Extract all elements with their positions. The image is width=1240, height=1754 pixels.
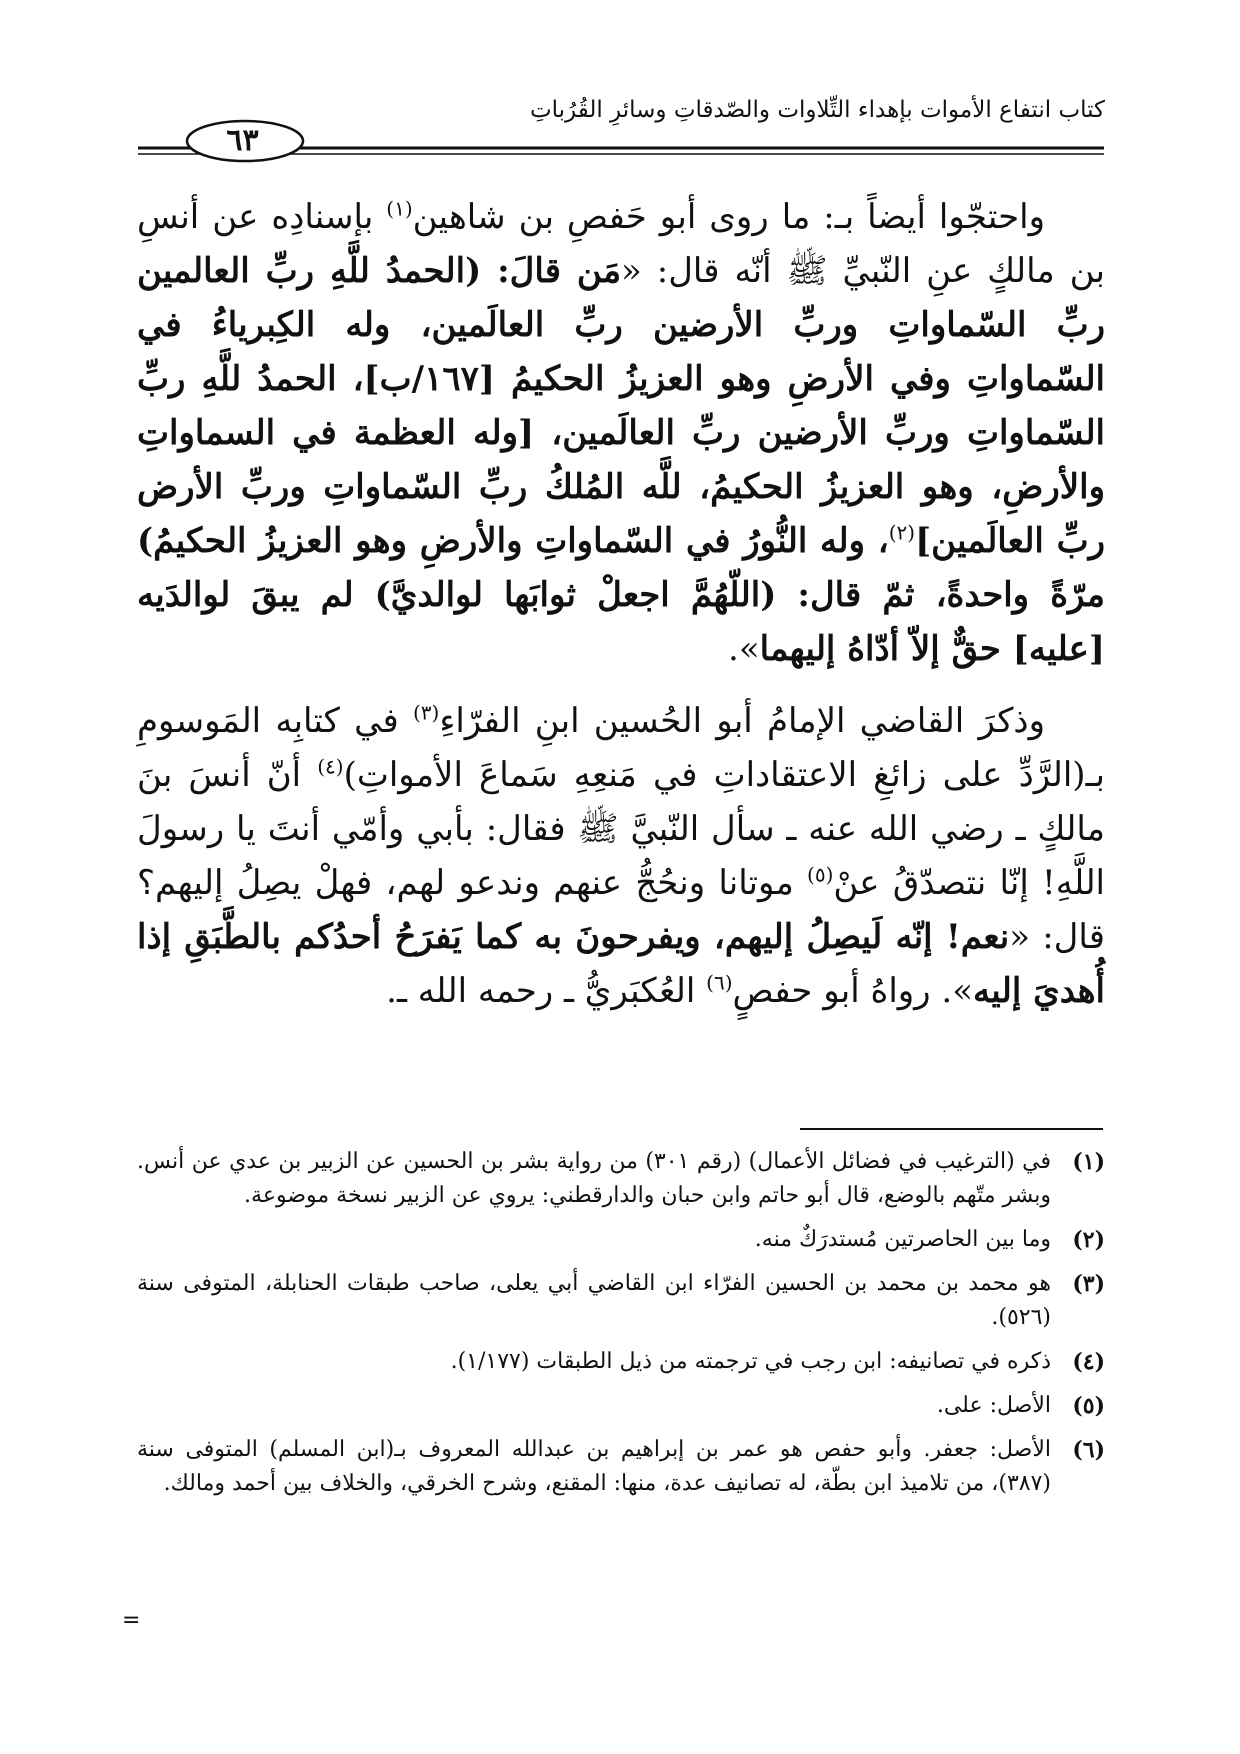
footnote-ref: (٣): [412, 700, 440, 725]
text-run: واحتجّوا أيضاً بـ: ما روى أبو حَفصِ بن شاهين: [412, 197, 1045, 237]
footnote-2: [137, 1223, 1105, 1257]
text-run: في كتابِه المَوسومِ بـ(الرَّدِّ على زائغِ الاعتقاداتِ في مَنعِهِ سَماعَ الأمواتِ): [137, 701, 1105, 795]
footnote-text: في (الترغيب في فضائل الأعمال) (رقم ٣٠١) من رواية بشر بن الحسين عن الزبير بن عدي عن أنس. وبشر متّهم بالوضع، قال أبو حاتم وابن حبان والدارقطني: يروي عن الزبير نسخة موضوعة.: [137, 1149, 1052, 1208]
running-title: كتاب انتفاع الأموات بإهداء التِّلاوات والصّدقاتِ وسائرِ القُرُباتِ: [529, 97, 1105, 123]
footnote-5: [137, 1389, 1105, 1423]
footnote-ref: (٢): [888, 520, 916, 545]
footnote-number: (١): [1072, 1149, 1105, 1175]
footnote-ref: (٦): [706, 970, 733, 995]
text-run: أنّ أنسَ بنَ مالكٍ ـ رضي الله عنه ـ سأل النّبيَّ ﷺ فقال: بأبي وأمّي أنتَ يا رسولَ اللَّهِ! إنّا نتصدّقُ عنْ: [137, 755, 1105, 903]
footnote-text: الأصل: جعفر. وأبو حفص هو عمر بن إبراهيم بن عبدالله المعروف بـ(ابن المسلم) المتوفى سنة (٣٨٧)، من تلاميذ ابن بطّة، له تصانيف عدة، منها: المقنع، وشرح الخرقي، والخلاف بين أحمد ومالك.: [137, 1437, 1051, 1496]
footnote-text: الأصل: على.: [936, 1393, 1051, 1418]
text-run: ».: [728, 629, 760, 669]
footnotes: [137, 1145, 1105, 1511]
page-number: ٦٣: [226, 123, 259, 158]
footnote-1: [137, 1145, 1105, 1213]
text-run: بإسنادِه عن أنسِ بن مالكٍ عنِ النّبيِّ ﷺ أنّه قال: «: [137, 197, 1105, 291]
footnote-text: ذكره في تصانيفه: ابن رجب في ترجمته من ذيل الطبقات (١/١٧٧).: [450, 1349, 1051, 1374]
text-run: العُكبَريُّ ـ رحمه الله ـ.: [386, 971, 707, 1011]
footnote-ref: (٥): [807, 862, 834, 887]
text-run: ». رواهُ أبو حفصٍ: [732, 971, 974, 1011]
footnote-number: (٤): [1072, 1349, 1105, 1375]
footnote-6: [137, 1433, 1105, 1501]
footnote-number: (٣): [1072, 1271, 1105, 1297]
footnote-number: (٦): [1072, 1437, 1105, 1463]
main-text: [137, 190, 1105, 1036]
text-run: وذكرَ القاضي الإمامُ أبو الحُسين ابنِ الفرّاءِ: [439, 701, 1045, 741]
paragraph-1: [137, 190, 1105, 676]
footnote-ref: (١): [386, 196, 413, 221]
footnote-3: [137, 1267, 1105, 1335]
footnote-text: وما بين الحاصرتين مُستدرَكٌ منه.: [754, 1227, 1051, 1252]
footnote-ref: (٤): [317, 754, 344, 779]
footnote-number: (٢): [1072, 1227, 1105, 1253]
hadith-bold-text: مَن قالَ: (الحمدُ للَّهِ ربِّ العالمين ربِّ السّماواتِ وربِّ الأرضين ربِّ العالَمين، وله الكِبرياءُ في السّماواتِ وفي الأرضِ وهو العزيزُ الحكيمُ [١٦٧/ب]، الحمدُ للَّهِ ربِّ السّماواتِ وربِّ الأرضين ربِّ العالَمين، [وله العظمة في السماواتِ والأرضِ، وهو العزيزُ الحكيمُ، للَّه المُلكُ ربِّ السّماواتِ وربِّ الأرض ربِّ العالَمين]: [137, 251, 1106, 561]
continuation-mark: =: [122, 1608, 141, 1633]
footnote-number: (٥): [1072, 1393, 1105, 1419]
footnote-separator: [800, 1128, 1103, 1130]
hadith-bold-text: نعم! إنّه لَيصِلُ إليهم، ويفرحونَ به كما يَفرَحُ أحدُكم بالطَّبَقِ إذا أُهديَ إليه: [137, 917, 1105, 1011]
text-run: موتانا ونحُجُّ عنهم وندعو لهم، فهلْ يصِلُ إليهم؟ قال: «: [137, 863, 1105, 957]
footnote-text: هو محمد بن محمد بن الحسين الفرّاء ابن القاضي أبي يعلى، صاحب طبقات الحنابلة، المتوفى سنة (٥٢٦).: [137, 1271, 1051, 1330]
footnote-4: [137, 1345, 1105, 1379]
hadith-bold-text: ، وله النُّورُ في السّماواتِ والأرضِ وهو العزيزُ الحكيمُ) مرّةً واحدةً، ثمّ قال: (اللّهُمَّ اجعلْ ثوابَها لوالديَّ) لم يبقَ لوالدَيه [عليه] حقٌّ إلاّ أدّاهُ إليهما: [137, 521, 1105, 669]
paragraph-2: [137, 694, 1105, 1018]
